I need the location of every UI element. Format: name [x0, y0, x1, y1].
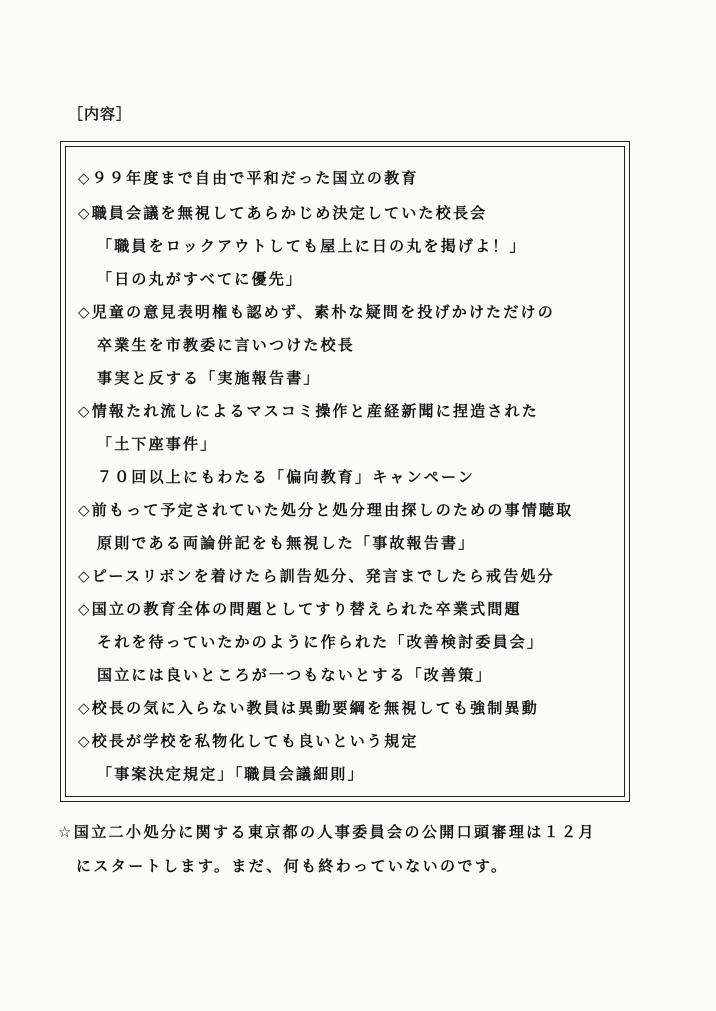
- content-line: 国立には良いところが一つもないとする「改善策」: [97, 666, 493, 684]
- content-line: 「日の丸がすべてに優先」: [97, 270, 304, 288]
- content-heading: ［内容］: [68, 105, 133, 123]
- content-line: ◇ピースリボンを着けたら訓告処分、発言までしたら戒告処分: [78, 567, 555, 585]
- content-line: ◇９９年度まで自由で平和だった国立の教育: [78, 169, 419, 187]
- content-line: 「職員をロックアウトしても屋上に日の丸を掲げよ！」: [97, 237, 527, 255]
- content-line: 「土下座事件」: [97, 435, 218, 453]
- content-line: ◇児童の意見表明権も認めず、素朴な疑問を投げかけただけの: [78, 303, 555, 321]
- footer-line-1: ☆国立二小処分に関する東京都の人事委員会の公開口頭審理は１２月: [58, 823, 596, 841]
- content-line: 卒業生を市教委に言いつけた校長: [97, 336, 356, 354]
- content-line: ◇前もって予定されていた処分と処分理由探しのための事情聴取: [78, 501, 574, 519]
- content-line: ◇校長が学校を私物化しても良いという規定: [78, 732, 419, 750]
- content-line: ◇国立の教育全体の問題としてすり替えられた卒業式問題: [78, 600, 522, 618]
- content-line: ◇校長の気に入らない教員は異動要綱を無視しても強制異動: [78, 699, 539, 717]
- content-line: ◇情報たれ流しによるマスコミ操作と産経新聞に捏造された: [78, 402, 539, 420]
- content-line: それを待っていたかのように作られた「改善検討委員会」: [97, 633, 545, 651]
- content-line: 原則である両論併記をも無視した「事故報告書」: [97, 534, 476, 552]
- content-line: ◇職員会議を無視してあらかじめ決定していた校長会: [78, 204, 488, 222]
- content-line: 事実と反する「実施報告書」: [97, 369, 321, 387]
- footer-line-2: にスタートします。まだ、何も終わっていないのです。: [76, 857, 509, 875]
- content-line: ７０回以上にもわたる「偏向教育」キャンペーン: [97, 468, 476, 486]
- content-line: 「事案決定規定」「職員会議細則」: [97, 765, 365, 783]
